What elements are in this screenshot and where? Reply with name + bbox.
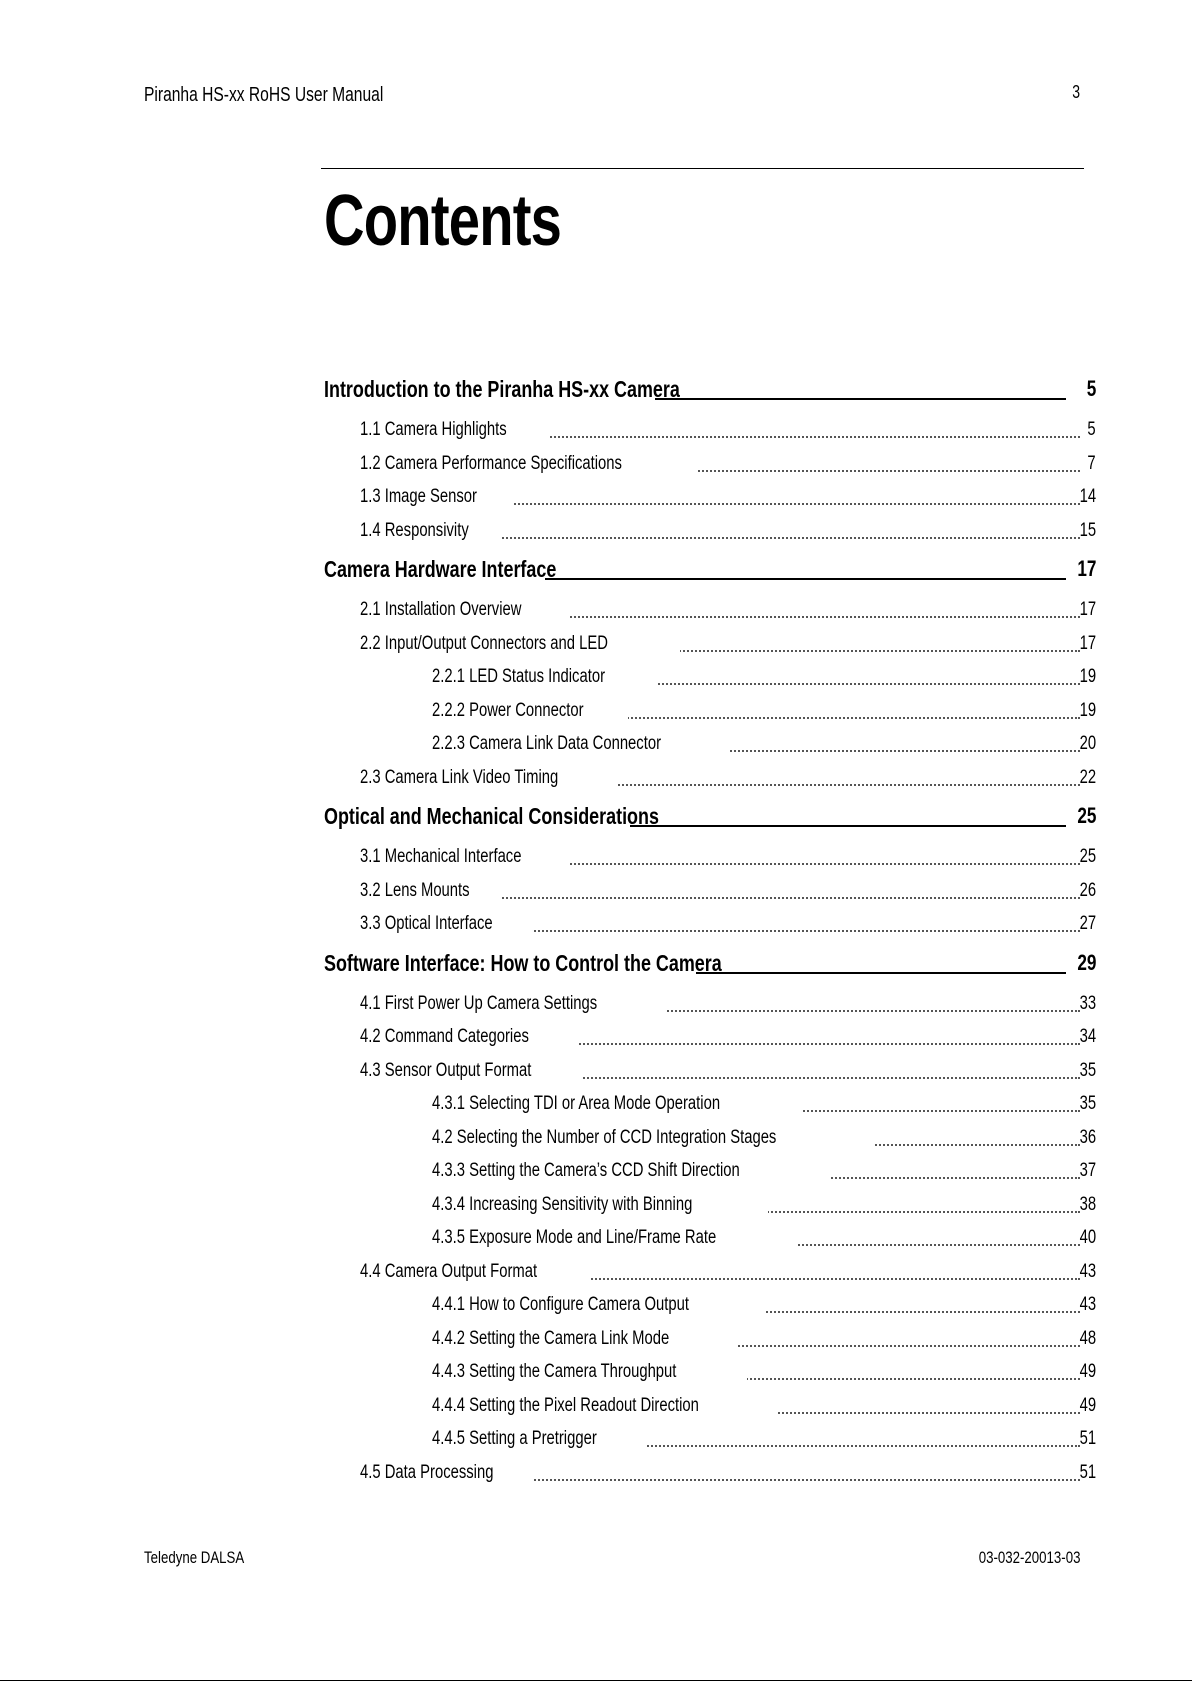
chapter-page: 5	[1086, 376, 1096, 401]
toc-entry[interactable]	[324, 1354, 1096, 1388]
entry-title: 1.3 Image Sensor	[360, 486, 512, 508]
dot-leader	[720, 1211, 1080, 1213]
bottom-rule	[0, 1680, 1192, 1681]
toc-chapter[interactable]	[324, 795, 1096, 839]
entry-page: 51	[1079, 1428, 1096, 1449]
entry-title: 1.2 Camera Performance Specifications	[360, 453, 698, 475]
entry-title: 2.3 Camera Link Video Timing	[360, 767, 616, 789]
entry-page: 38	[1079, 1193, 1096, 1215]
chapter-page: 25	[1076, 803, 1096, 828]
entry-page: 40	[1079, 1227, 1096, 1248]
entry-page: 49	[1079, 1361, 1096, 1382]
entry-title: 4.4.1 How to Configure Camera Output	[432, 1294, 764, 1316]
toc-chapter[interactable]	[324, 942, 1096, 986]
entry-page: 25	[1079, 846, 1096, 867]
entry-page: 48	[1079, 1327, 1096, 1349]
entry-title: 1.4 Responsivity	[360, 520, 501, 542]
dot-leader	[729, 1412, 1080, 1414]
dot-leader	[710, 1311, 1080, 1313]
entry-page: 17	[1079, 632, 1096, 654]
entry-title: 4.3.1 Selecting TDI or Area Mode Operation	[432, 1093, 803, 1115]
entry-page: 51	[1079, 1461, 1096, 1483]
toc-entry[interactable]	[324, 693, 1096, 727]
dot-leader	[556, 1077, 1080, 1079]
entry-title: 4.4.3 Setting the Camera Throughput	[432, 1361, 747, 1383]
toc-chapter[interactable]	[324, 548, 1096, 592]
chapter-rule	[545, 578, 1066, 580]
toc-chapter[interactable]	[324, 368, 1096, 412]
toc-entry[interactable]	[324, 1388, 1096, 1422]
dot-leader	[608, 1445, 1080, 1447]
entry-title: 4.2 Command Categories	[360, 1026, 579, 1048]
dot-leader	[616, 1010, 1080, 1012]
entry-page: 35	[1079, 1059, 1096, 1081]
entry-title: 1.1 Camera Highlights	[360, 419, 550, 441]
toc-entry[interactable]	[324, 592, 1096, 626]
chapter-rule	[655, 398, 1066, 400]
entry-title: 4.4.4 Setting the Pixel Readout Direction	[432, 1395, 776, 1417]
entry-title: 3.1 Mechanical Interface	[360, 846, 569, 868]
dot-leader	[510, 930, 1080, 932]
dot-leader	[482, 897, 1080, 899]
toc-entry[interactable]	[324, 1086, 1096, 1120]
toc-entry[interactable]	[324, 1254, 1096, 1288]
entry-page: 19	[1079, 699, 1096, 721]
dot-leader	[518, 1479, 1080, 1481]
toc-entry[interactable]	[324, 1120, 1096, 1154]
entry-page: 35	[1079, 1093, 1096, 1114]
entry-title: 4.5 Data Processing	[360, 1462, 533, 1484]
toc-entry[interactable]	[324, 1053, 1096, 1087]
running-header: Piranha HS-xx RoHS User Manual	[144, 84, 384, 106]
entry-title: 4.3.4 Increasing Sensitivity with Binning	[432, 1194, 768, 1216]
chapter-title: Camera Hardware Interface	[324, 556, 557, 582]
toc-entry[interactable]	[324, 726, 1096, 760]
toc-entry[interactable]	[324, 839, 1096, 873]
toc-entry[interactable]	[324, 1421, 1096, 1455]
toc-entry[interactable]	[324, 760, 1096, 794]
entry-title: 4.4 Camera Output Format	[360, 1261, 589, 1283]
toc-entry[interactable]	[324, 1153, 1096, 1187]
toc-entry[interactable]	[324, 1019, 1096, 1053]
dot-leader	[661, 470, 1080, 472]
entry-page: 37	[1079, 1160, 1096, 1181]
dot-leader	[600, 717, 1080, 719]
entry-title: 4.3 Sensor Output Format	[360, 1060, 582, 1082]
entry-title: 4.2 Selecting the Number of CCD Integration Stages	[432, 1127, 875, 1149]
chapter-rule	[630, 825, 1066, 827]
entry-title: 2.2 Input/Output Connectors and LED	[360, 633, 680, 655]
entry-title: 2.2.3 Camera Link Data Connector	[432, 733, 728, 755]
entry-title: 4.4.2 Setting the Camera Link Mode	[432, 1328, 738, 1350]
toc-entry[interactable]	[324, 479, 1096, 513]
dot-leader	[542, 863, 1080, 865]
toc-entry[interactable]	[324, 513, 1096, 547]
entry-page: 43	[1079, 1260, 1096, 1282]
toc-entry[interactable]	[324, 412, 1096, 446]
contents-heading: Contents	[324, 181, 562, 261]
dot-leader	[586, 784, 1080, 786]
dot-leader	[481, 537, 1080, 539]
dot-leader	[483, 503, 1080, 505]
entry-title: 3.2 Lens Mounts	[360, 880, 502, 902]
dot-leader	[625, 683, 1080, 685]
entry-title: 4.4.5 Setting a Pretrigger	[432, 1428, 645, 1450]
page-number: 3	[1072, 82, 1080, 102]
dot-leader	[550, 616, 1080, 618]
entry-title: 2.1 Installation Overview	[360, 599, 569, 621]
entry-title: 2.2.2 Power Connector	[432, 700, 628, 722]
toc-entry[interactable]	[324, 1321, 1096, 1355]
entry-page: 17	[1079, 599, 1096, 620]
entry-title: 2.2.1 LED Status Indicator	[432, 666, 656, 688]
toc-entry[interactable]	[324, 1220, 1096, 1254]
entry-page: 5	[1087, 419, 1096, 440]
toc-entry[interactable]	[324, 446, 1096, 480]
chapter-rule	[696, 972, 1066, 974]
toc-entry[interactable]	[324, 659, 1096, 693]
dot-leader	[526, 436, 1080, 438]
entry-page: 19	[1079, 666, 1096, 687]
toc-entry[interactable]	[324, 906, 1096, 940]
footer-publisher: Teledyne DALSA	[144, 1548, 245, 1567]
dot-leader	[673, 750, 1080, 752]
entry-page: 34	[1079, 1026, 1096, 1047]
toc-entry[interactable]	[324, 1287, 1096, 1321]
dot-leader	[713, 1378, 1080, 1380]
entry-page: 49	[1079, 1394, 1096, 1416]
dot-leader	[695, 1345, 1080, 1347]
chapter-title: Software Interface: How to Control the Camera	[324, 949, 722, 976]
entry-page: 15	[1079, 519, 1096, 541]
chapter-page: 29	[1076, 949, 1096, 975]
entry-page: 14	[1079, 486, 1096, 507]
entry-page: 26	[1079, 879, 1096, 901]
footer-document-number: 03-032-20013-03	[978, 1548, 1080, 1567]
entry-page: 33	[1079, 992, 1096, 1014]
toc-entry[interactable]	[324, 1187, 1096, 1221]
top-rule	[321, 168, 1084, 169]
entry-page: 27	[1079, 913, 1096, 934]
chapter-title: Optical and Mechanical Considerations	[324, 803, 659, 829]
toc-entry[interactable]	[324, 626, 1096, 660]
entry-page: 36	[1079, 1126, 1096, 1148]
dot-leader	[552, 1043, 1080, 1045]
chapter-page: 17	[1076, 556, 1096, 581]
dot-leader	[560, 1278, 1080, 1280]
toc-entry[interactable]	[324, 1455, 1096, 1489]
toc-entry[interactable]	[324, 986, 1096, 1020]
entry-page: 7	[1087, 452, 1096, 474]
entry-page: 20	[1079, 733, 1096, 754]
table-of-contents	[324, 368, 1096, 1488]
entry-title: 4.1 First Power Up Camera Settings	[360, 993, 666, 1015]
entry-title: 4.3.3 Setting the Camera’s CCD Shift Direction	[432, 1160, 829, 1182]
toc-entry[interactable]	[324, 873, 1096, 907]
chapter-title: Introduction to the Piranha HS-xx Camera	[324, 376, 680, 402]
entry-page: 43	[1079, 1294, 1096, 1315]
entry-title: 3.3 Optical Interface	[360, 913, 532, 935]
dot-leader	[640, 650, 1080, 652]
entry-page: 22	[1079, 766, 1096, 788]
entry-title: 4.3.5 Exposure Mode and Line/Frame Rate	[432, 1227, 798, 1249]
